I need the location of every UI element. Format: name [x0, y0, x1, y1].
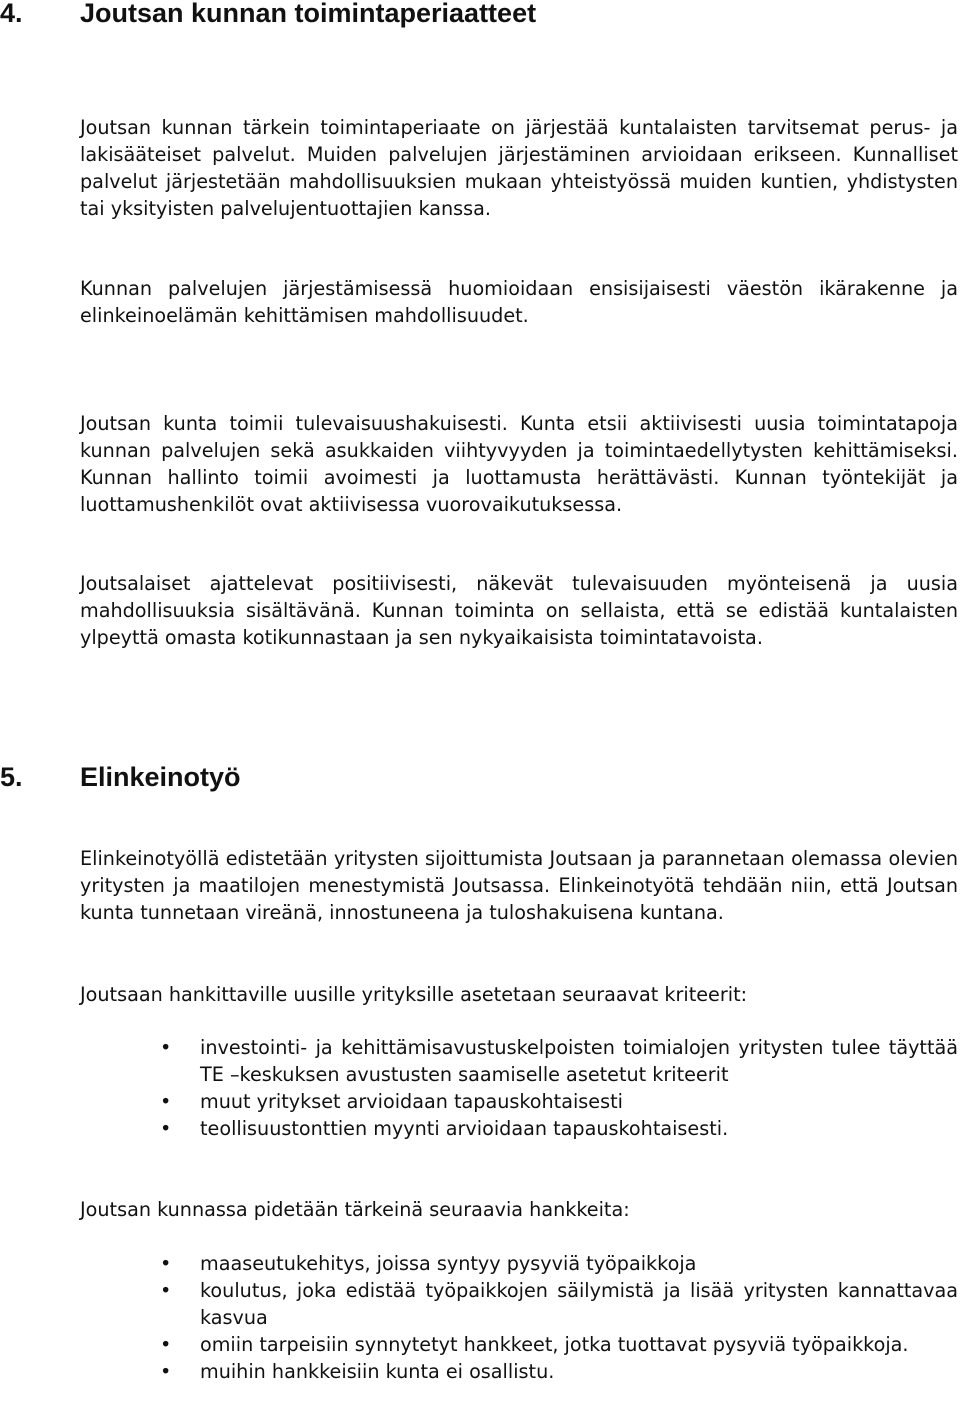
list-item-text: muut yritykset arvioidaan tapauskohtaisesti	[200, 1090, 623, 1113]
projects-list	[0, 1250, 958, 1385]
bullet-icon: •	[160, 1036, 172, 1059]
list-item-text: koulutus, joka edistää työpaikkojen säilymistä ja lisää yritysten kannattavaa kasvua	[200, 1279, 958, 1329]
list-item	[0, 1088, 958, 1115]
list-item-text: maaseutukehitys, joissa syntyy pysyviä työpaikkoja	[200, 1252, 697, 1275]
list-item-text: muihin hankkeisiin kunta ei osallistu.	[200, 1360, 555, 1383]
list-item	[0, 1331, 958, 1358]
paragraph-business-intro: Elinkeinotyöllä edistetään yritysten sijoittumista Joutsaan ja parannetaan olemassa olevien yritysten ja maatilojen menestymistä Joutsassa. Elinkeinotyötä tehdään niin, että Joutsan kunta tunnetaan vireänä, innostuneena ja tuloshakuisena kuntana.	[80, 847, 958, 924]
section-4-title: Joutsan kunnan toimintaperiaatteet	[80, 0, 537, 28]
bullet-icon: •	[160, 1117, 172, 1140]
criteria-list	[0, 1034, 958, 1142]
section-5-title: Elinkeinotyö	[80, 762, 241, 792]
paragraph-future-orientation: Joutsan kunta toimii tulevaisuushakuisesti. Kunta etsii aktiivisesti uusia toimintatapoja kunnan palvelujen sekä asukkaiden viihtyvyyden ja toimintaedellytysten kehittämiseksi. Kunnan hallinto toimii avoimesti ja luottamusta herättävästi. Kunnan työntekijät ja luottamushenkilöt ovat aktiivisessa vuorovaikutuksessa.	[80, 412, 958, 516]
paragraph-principles: Joutsan kunnan tärkein toimintaperiaate on järjestää kuntalaisten tarvitsemat perus- ja lakisääteiset palvelut. Muiden palvelujen järjestäminen arvioidaan erikseen. Kunnalliset palvelut järjestetään mahdollisuuksien mukaan yhteistyössä muiden kuntien, yhdistysten tai yksityisten palvelujentuottajien kanssa.	[80, 116, 958, 220]
list-item-text: investointi- ja kehittämisavustuskelpoisten toimialojen yritysten tulee täyttää TE –keskuksen avustusten saamiselle asetetut kriteerit	[200, 1036, 958, 1086]
list-item-text: teollisuustonttien myynti arvioidaan tapauskohtaisesti.	[200, 1117, 729, 1140]
paragraph-criteria-lead: Joutsaan hankittaville uusille yrityksille asetetaan seuraavat kriteerit:	[80, 983, 748, 1006]
bullet-icon: •	[160, 1333, 172, 1356]
bullet-icon: •	[160, 1252, 172, 1275]
list-item	[0, 1250, 958, 1277]
bullet-icon: •	[160, 1279, 172, 1302]
bullet-icon: •	[160, 1090, 172, 1113]
paragraph-service-priorities: Kunnan palvelujen järjestämisessä huomioidaan ensisijaisesti väestön ikärakenne ja elinkeinoelämän kehittämisen mahdollisuudet.	[80, 277, 958, 327]
section-4-number: 4.	[0, 0, 23, 28]
list-item	[0, 1115, 958, 1142]
bullet-icon: •	[160, 1360, 172, 1383]
paragraph-positive-attitude: Joutsalaiset ajattelevat positiivisesti, näkevät tulevaisuuden myönteisenä ja uusia mahdollisuuksia sisältävänä. Kunnan toiminta on sellaista, että se edistää kuntalaisten ylpeyttä omasta kotikunnastaan ja sen nykyaikaisista toimintatavoista.	[80, 572, 958, 649]
list-item	[0, 1034, 958, 1088]
list-item-text: omiin tarpeisiin synnytetyt hankkeet, jotka tuottavat pysyviä työpaikkoja.	[200, 1333, 909, 1356]
list-item	[0, 1358, 958, 1385]
paragraph-projects-lead: Joutsan kunnassa pidetään tärkeinä seuraavia hankkeita:	[80, 1198, 630, 1221]
section-5-number: 5.	[0, 762, 23, 792]
list-item	[0, 1277, 958, 1331]
